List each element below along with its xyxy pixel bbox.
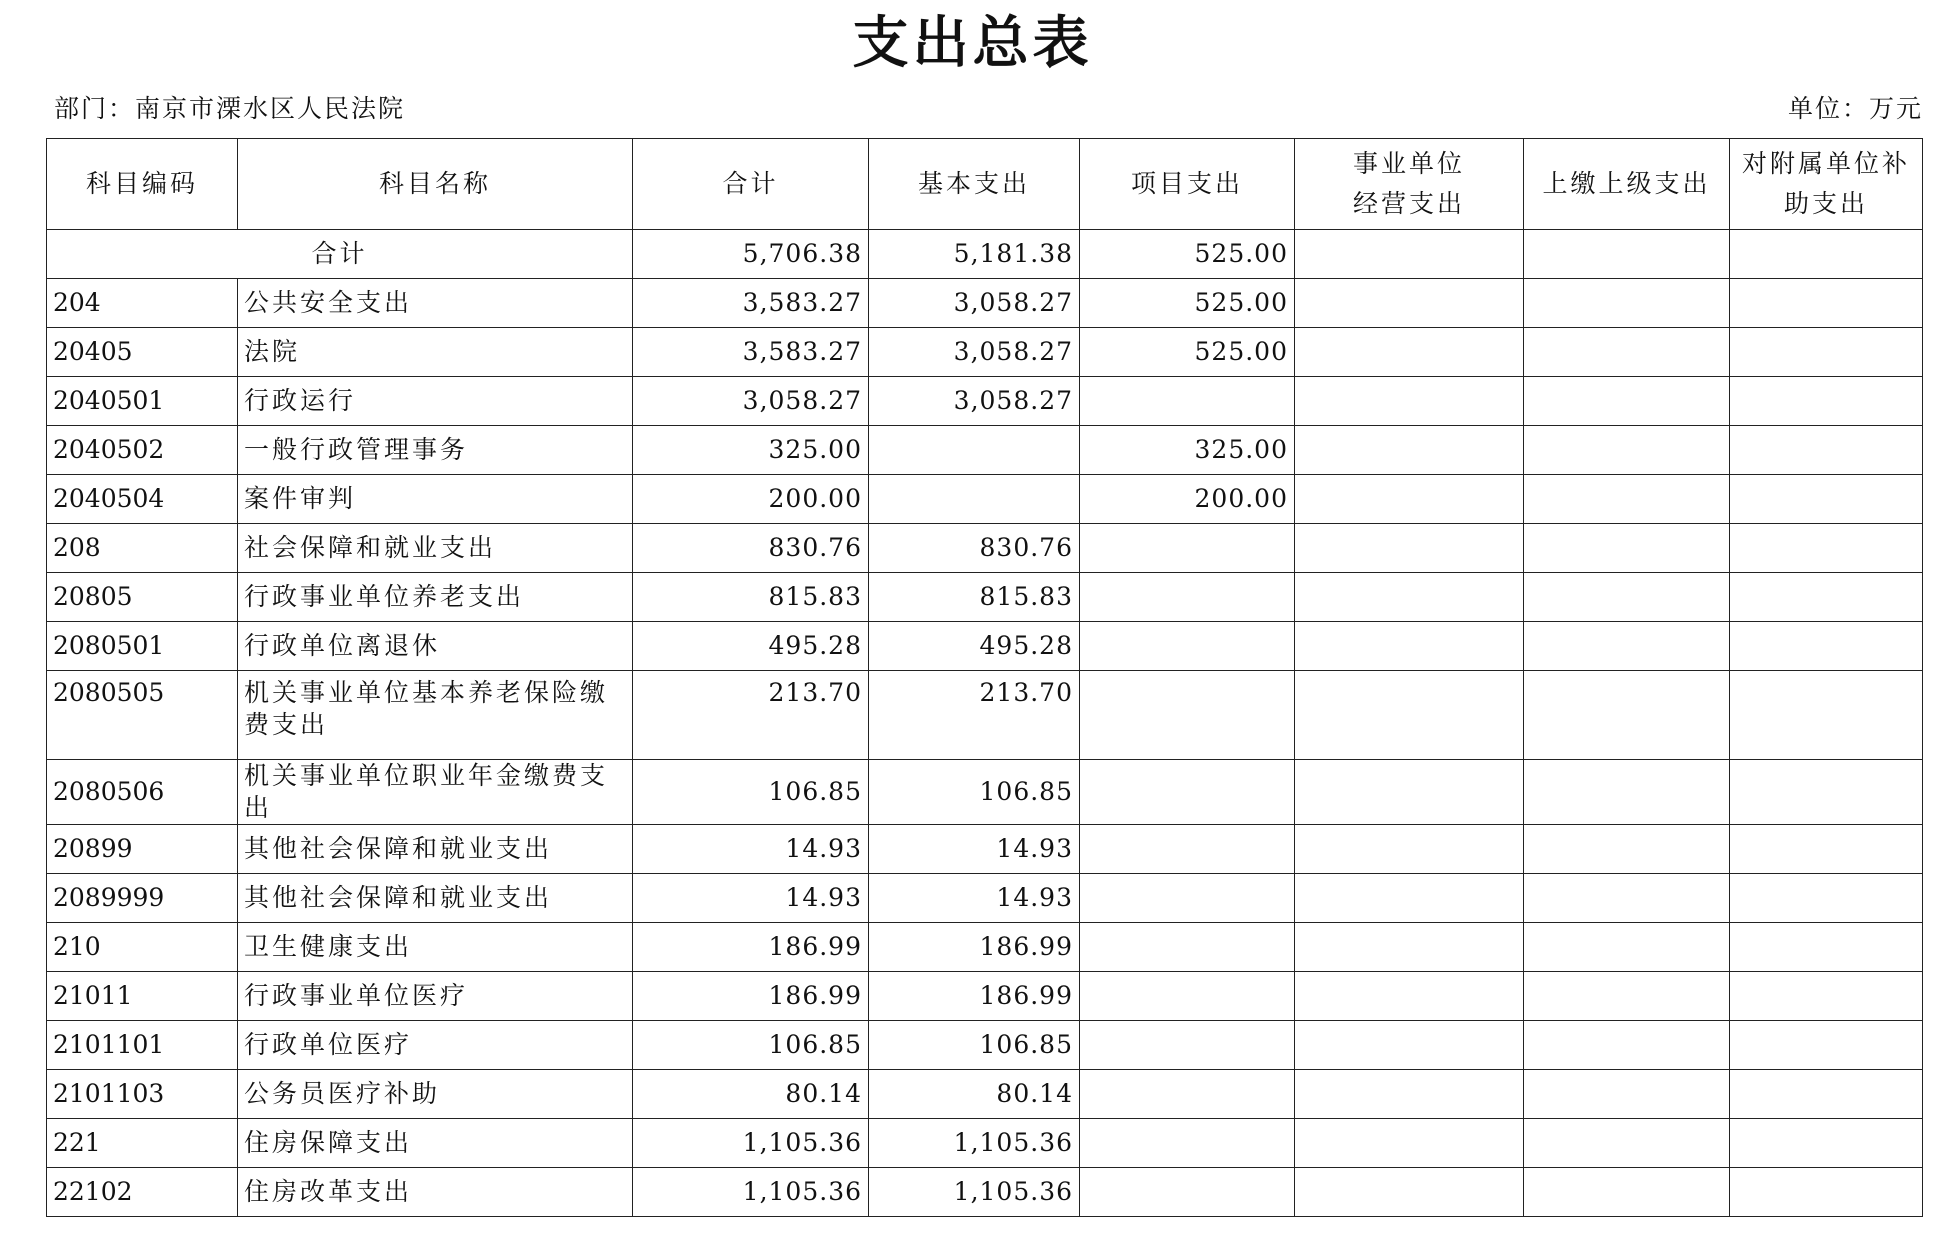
cell-name: 其他社会保障和就业支出 [238, 874, 633, 923]
total-cell-subsidy [1730, 230, 1923, 279]
table-row [47, 279, 1923, 328]
table-row [47, 671, 1923, 760]
cell-subsidy [1730, 1168, 1923, 1217]
cell-total: 14.93 [633, 874, 869, 923]
cell-project [1080, 874, 1295, 923]
cell-basic: 3,058.27 [869, 377, 1080, 426]
header-total: 合计 [633, 139, 869, 230]
header-basic: 基本支出 [869, 139, 1080, 230]
cell-business [1295, 1021, 1524, 1070]
cell-project [1080, 622, 1295, 671]
cell-total: 495.28 [633, 622, 869, 671]
table-row [47, 1070, 1923, 1119]
cell-basic: 213.70 [869, 671, 1080, 760]
cell-name: 一般行政管理事务 [238, 426, 633, 475]
total-label: 合计 [47, 230, 633, 279]
cell-name: 机关事业单位职业年金缴费支出 [238, 760, 633, 825]
cell-subsidy [1730, 279, 1923, 328]
cell-subsidy [1730, 328, 1923, 377]
cell-project: 525.00 [1080, 279, 1295, 328]
cell-total: 325.00 [633, 426, 869, 475]
cell-business [1295, 874, 1524, 923]
cell-project [1080, 1021, 1295, 1070]
cell-business [1295, 1168, 1524, 1217]
header-name: 科目名称 [238, 139, 633, 230]
cell-subsidy [1730, 426, 1923, 475]
cell-code: 204 [47, 279, 238, 328]
cell-subsidy [1730, 760, 1923, 825]
cell-code: 2101101 [47, 1021, 238, 1070]
cell-superior [1524, 279, 1730, 328]
cell-project [1080, 923, 1295, 972]
cell-subsidy [1730, 825, 1923, 874]
cell-subsidy [1730, 475, 1923, 524]
header-business [1295, 139, 1524, 230]
cell-code: 2040501 [47, 377, 238, 426]
cell-subsidy [1730, 377, 1923, 426]
cell-basic: 14.93 [869, 825, 1080, 874]
header-business-line2: 经营支出 [1352, 189, 1465, 218]
cell-name: 公务员医疗补助 [238, 1070, 633, 1119]
cell-basic: 106.85 [869, 1021, 1080, 1070]
cell-total: 3,058.27 [633, 377, 869, 426]
cell-total: 3,583.27 [633, 328, 869, 377]
cell-superior [1524, 622, 1730, 671]
cell-project [1080, 1070, 1295, 1119]
cell-superior [1524, 825, 1730, 874]
cell-basic: 1,105.36 [869, 1168, 1080, 1217]
cell-subsidy [1730, 622, 1923, 671]
cell-superior [1524, 972, 1730, 1021]
header-project: 项目支出 [1080, 139, 1295, 230]
cell-project [1080, 760, 1295, 825]
cell-superior [1524, 328, 1730, 377]
cell-code: 2101103 [47, 1070, 238, 1119]
cell-project [1080, 377, 1295, 426]
cell-superior [1524, 760, 1730, 825]
cell-business [1295, 760, 1524, 825]
cell-business [1295, 972, 1524, 1021]
cell-superior [1524, 1021, 1730, 1070]
cell-subsidy [1730, 1119, 1923, 1168]
cell-subsidy [1730, 524, 1923, 573]
table-row [47, 923, 1923, 972]
cell-total: 106.85 [633, 760, 869, 825]
cell-project: 200.00 [1080, 475, 1295, 524]
table-row [47, 328, 1923, 377]
cell-code: 20405 [47, 328, 238, 377]
cell-business [1295, 622, 1524, 671]
cell-total: 830.76 [633, 524, 869, 573]
cell-basic [869, 426, 1080, 475]
cell-total: 1,105.36 [633, 1119, 869, 1168]
table-row [47, 622, 1923, 671]
page-title: 支出总表 [852, 11, 1093, 76]
cell-project [1080, 1168, 1295, 1217]
table-row [47, 825, 1923, 874]
cell-name: 法院 [238, 328, 633, 377]
total-cell-total: 5,706.38 [633, 230, 869, 279]
cell-superior [1524, 573, 1730, 622]
header-superior: 上缴上级支出 [1524, 139, 1730, 230]
cell-basic: 80.14 [869, 1070, 1080, 1119]
cell-name: 社会保障和就业支出 [238, 524, 633, 573]
cell-code: 21011 [47, 972, 238, 1021]
cell-code: 221 [47, 1119, 238, 1168]
cell-business [1295, 279, 1524, 328]
table-row [47, 426, 1923, 475]
cell-basic: 495.28 [869, 622, 1080, 671]
cell-name: 行政事业单位养老支出 [238, 573, 633, 622]
cell-basic: 186.99 [869, 972, 1080, 1021]
cell-code: 20805 [47, 573, 238, 622]
cell-total: 186.99 [633, 923, 869, 972]
cell-business [1295, 426, 1524, 475]
cell-basic: 1,105.36 [869, 1119, 1080, 1168]
cell-basic: 830.76 [869, 524, 1080, 573]
expenditure-table [46, 138, 1923, 1217]
header-subsidy [1730, 139, 1923, 230]
cell-business [1295, 671, 1524, 760]
total-row [47, 230, 1923, 279]
cell-total: 14.93 [633, 825, 869, 874]
cell-total: 1,105.36 [633, 1168, 869, 1217]
table-row [47, 573, 1923, 622]
unit-label: 单位：万元 [1787, 94, 1923, 123]
cell-code: 2080501 [47, 622, 238, 671]
cell-superior [1524, 524, 1730, 573]
total-cell-basic: 5,181.38 [869, 230, 1080, 279]
cell-project [1080, 573, 1295, 622]
cell-code: 2080505 [47, 671, 238, 760]
cell-name: 机关事业单位基本养老保险缴费支出 [238, 671, 633, 760]
cell-basic: 186.99 [869, 923, 1080, 972]
cell-code: 2040504 [47, 475, 238, 524]
cell-name: 卫生健康支出 [238, 923, 633, 972]
cell-project [1080, 1119, 1295, 1168]
cell-basic: 106.85 [869, 760, 1080, 825]
cell-code: 22102 [47, 1168, 238, 1217]
cell-superior [1524, 923, 1730, 972]
cell-project [1080, 524, 1295, 573]
cell-subsidy [1730, 972, 1923, 1021]
total-cell-superior [1524, 230, 1730, 279]
table-row [47, 524, 1923, 573]
cell-name: 行政事业单位医疗 [238, 972, 633, 1021]
cell-basic: 3,058.27 [869, 279, 1080, 328]
cell-subsidy [1730, 1021, 1923, 1070]
table-row [47, 1119, 1923, 1168]
cell-business [1295, 328, 1524, 377]
cell-subsidy [1730, 573, 1923, 622]
cell-name: 案件审判 [238, 475, 633, 524]
header-business-line1: 事业单位 [1352, 149, 1465, 178]
department-label: 部门：南京市溧水区人民法院 [54, 94, 406, 123]
cell-superior [1524, 426, 1730, 475]
cell-basic [869, 475, 1080, 524]
cell-total: 200.00 [633, 475, 869, 524]
header-code: 科目编码 [47, 139, 238, 230]
table-row [47, 874, 1923, 923]
cell-business [1295, 524, 1524, 573]
cell-total: 80.14 [633, 1070, 869, 1119]
cell-total: 815.83 [633, 573, 869, 622]
header-subsidy-line1: 对附属单位补 [1741, 149, 1910, 178]
cell-name: 行政单位离退休 [238, 622, 633, 671]
cell-code: 2089999 [47, 874, 238, 923]
total-cell-business [1295, 230, 1524, 279]
cell-project: 325.00 [1080, 426, 1295, 475]
cell-basic: 815.83 [869, 573, 1080, 622]
cell-project: 525.00 [1080, 328, 1295, 377]
cell-project [1080, 671, 1295, 760]
table-row [47, 760, 1923, 825]
cell-total: 186.99 [633, 972, 869, 1021]
total-cell-project: 525.00 [1080, 230, 1295, 279]
cell-total: 106.85 [633, 1021, 869, 1070]
header-subsidy-line2: 助支出 [1783, 189, 1868, 218]
cell-name: 住房改革支出 [238, 1168, 633, 1217]
table-row [47, 377, 1923, 426]
cell-superior [1524, 671, 1730, 760]
cell-name: 其他社会保障和就业支出 [238, 825, 633, 874]
cell-business [1295, 1119, 1524, 1168]
cell-business [1295, 1070, 1524, 1119]
cell-superior [1524, 1168, 1730, 1217]
cell-basic: 14.93 [869, 874, 1080, 923]
cell-business [1295, 377, 1524, 426]
cell-superior [1524, 377, 1730, 426]
cell-subsidy [1730, 671, 1923, 760]
cell-code: 20899 [47, 825, 238, 874]
cell-name: 行政单位医疗 [238, 1021, 633, 1070]
cell-business [1295, 923, 1524, 972]
cell-subsidy [1730, 923, 1923, 972]
cell-business [1295, 825, 1524, 874]
cell-code: 2040502 [47, 426, 238, 475]
table-row [47, 475, 1923, 524]
cell-name: 公共安全支出 [238, 279, 633, 328]
cell-total: 213.70 [633, 671, 869, 760]
cell-code: 208 [47, 524, 238, 573]
cell-basic: 3,058.27 [869, 328, 1080, 377]
cell-name: 住房保障支出 [238, 1119, 633, 1168]
cell-total: 3,583.27 [633, 279, 869, 328]
cell-superior [1524, 1070, 1730, 1119]
header-row [47, 139, 1923, 230]
cell-code: 210 [47, 923, 238, 972]
cell-superior [1524, 1119, 1730, 1168]
cell-superior [1524, 874, 1730, 923]
table-row [47, 972, 1923, 1021]
cell-name: 行政运行 [238, 377, 633, 426]
cell-business [1295, 475, 1524, 524]
cell-project [1080, 972, 1295, 1021]
cell-business [1295, 573, 1524, 622]
cell-code: 2080506 [47, 760, 238, 825]
cell-subsidy [1730, 1070, 1923, 1119]
cell-superior [1524, 475, 1730, 524]
table-row [47, 1168, 1923, 1217]
table-row [47, 1021, 1923, 1070]
cell-subsidy [1730, 874, 1923, 923]
cell-project [1080, 825, 1295, 874]
